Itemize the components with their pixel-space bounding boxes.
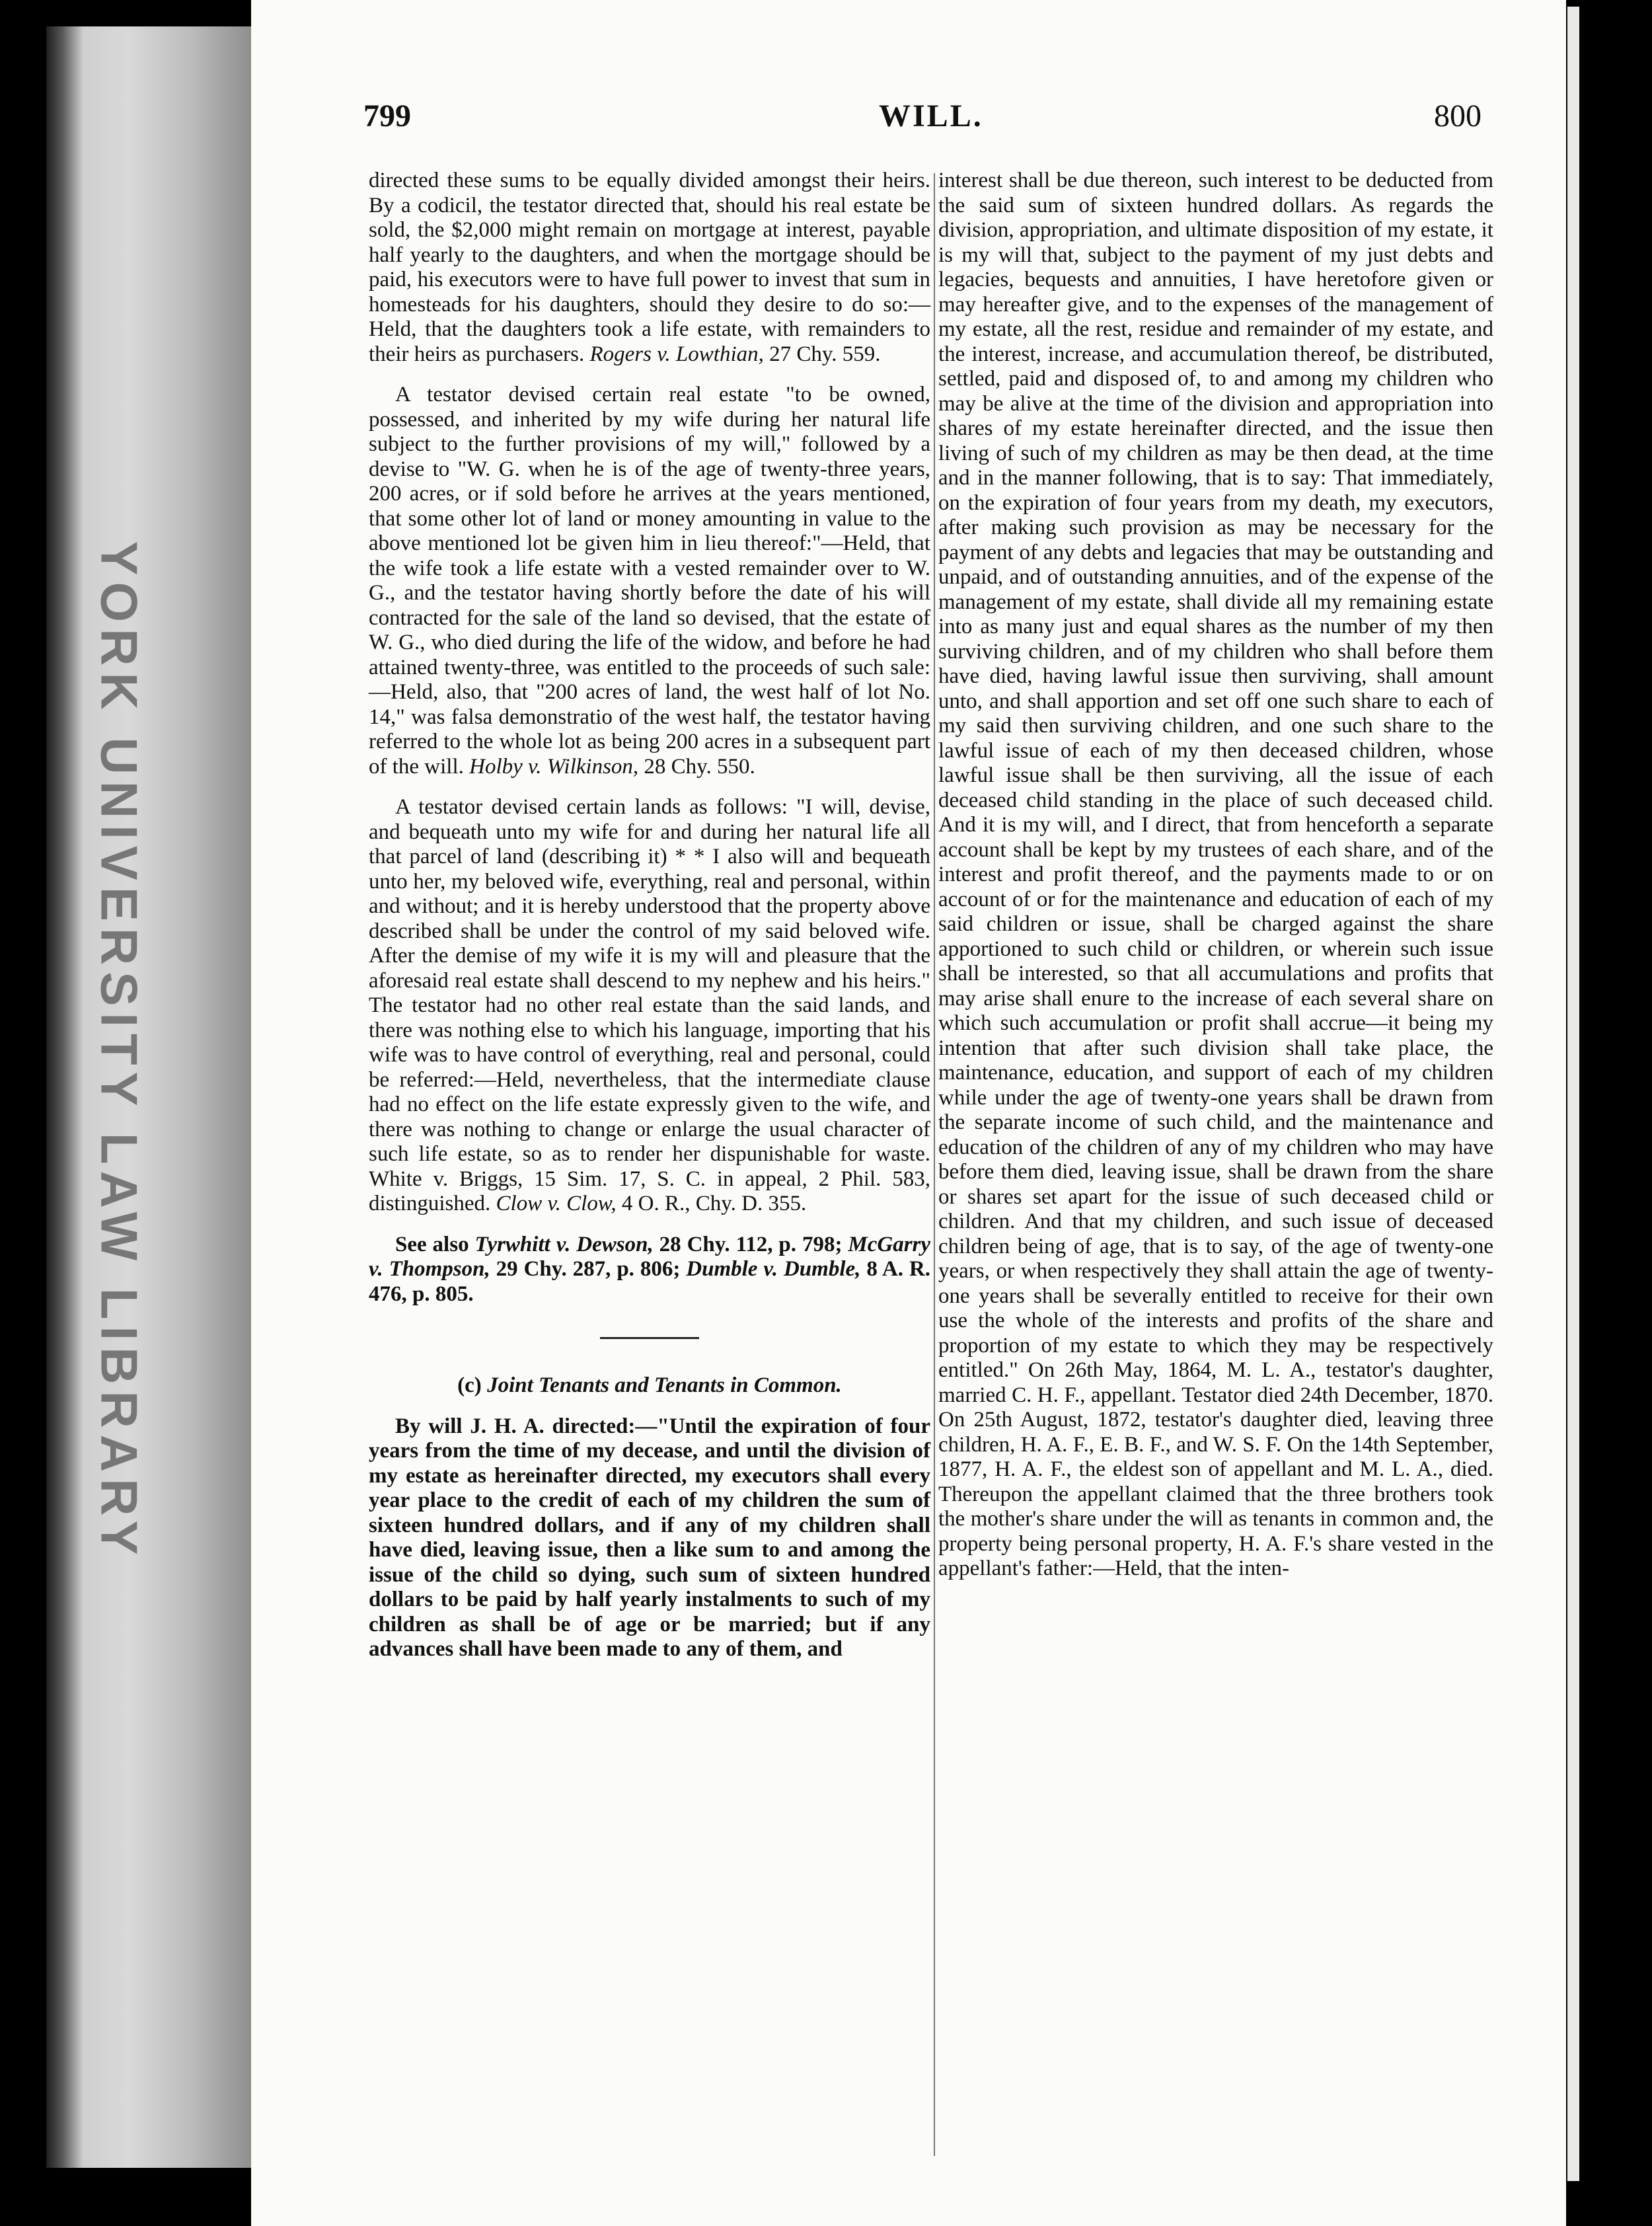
left-page-number: 799: [363, 98, 411, 134]
paragraph-rogers: directed these sums to be equally divided amongst their heirs. By a codicil, the testator directed that, should his real estate be sold, the $2,000 might remain on mortgage at interest, payable half yearly to the daughters, and when the mortgage should be paid, his executors were to have full power to invest that sum in homesteads for his daughters, should they desire to do so:—Held, that the daughters took a life estate, with remainders to their heirs as purchasers. Rogers v. Lowthian, 27 Chy. 559.: [369, 169, 930, 366]
case-name: Rogers v. Lowthian,: [589, 342, 764, 366]
section-label: (c): [457, 1373, 482, 1397]
case-name: Holby v. Wilkinson,: [469, 754, 639, 779]
case-name: McGarry v. Thompson,: [369, 1232, 931, 1281]
next-page-edge: [1567, 7, 1579, 2181]
citation: 29 Chy. 287, p. 806;: [496, 1257, 681, 1281]
citation: 4 O. R., Chy. D. 355.: [621, 1192, 807, 1215]
case-name: Dumble v. Dumble,: [686, 1257, 861, 1281]
citation: 28 Chy. 112, p. 798;: [659, 1232, 843, 1256]
case-name: Tyrwhitt v. Dewson,: [474, 1232, 654, 1256]
library-stamp-text: YORK UNIVERSITY LAW LIBRARY: [90, 540, 149, 1562]
case-name: Clow v. Clow,: [496, 1192, 617, 1215]
paragraph-holby: A testator devised certain real estate "to be owned, possessed, and inherited by my wife during her natural life subject to the further provisions of my will," followed by a devise to "W. G. when he is of the age of twenty-three years, 200 acres, or if sold before he arrives at the years mentioned, that some other lot of land or money amounting in value to the above mentioned lot be given him in lieu thereof:"—Held, that the wife took a life estate with a vested remainder over to W. G., and the testator having shortly before the date of his will contracted for the sale of the land so devised, that the estate of W. G., who died during the life of the widow, and before he had attained twenty-three, was entitled to the proceeds of such sale:—Held, also, that "200 acres of land, the west half of lot No. 14," was falsa demonstratio of the west half, the testator having referred to the whole lot as being 200 acres in a subsequent part of the will. Holby v. Wilkinson, 28 Chy. 550.: [369, 383, 930, 779]
section-heading: [369, 1373, 930, 1399]
citation: 27 Chy. 559.: [769, 342, 881, 366]
right-page-number: 800: [1434, 98, 1482, 134]
library-stamp: [83, 540, 155, 1562]
see-also: See also Tyrwhitt v. Dewson, 28 Chy. 112, p. 798; McGarry v. Thompson, 29 Chy. 287, p. 806; Dumble v. Dumble, 8 A. R. 476, p. 805.: [369, 1232, 931, 1306]
running-title: WILL.: [879, 98, 983, 134]
citation: 8 A. R. 476, p. 805.: [369, 1257, 931, 1306]
left-column: [369, 169, 930, 1662]
paragraph-will-ja: By will J. H. A. directed:—"Until the expiration of four years from the time of my decease, and until the division of my estate as hereinafter directed, my executors shall every year place to the credit of each of my children the sum of sixteen hundred dollars, and if any of my children shall have died, leaving issue, then a like sum to and among the issue of the child so dying, such sum of sixteen hundred dollars to be paid by half yearly instalments to such of my children as shall be of age or be married; but if any advances shall have been made to any of them, and: [369, 1414, 930, 1661]
column-divider: [934, 173, 935, 2156]
paragraph-will-continued: interest shall be due thereon, such interest to be deducted from the said sum of sixteen hundred dollars. As regards the division, appropriation, and ultimate disposition of my estate, it is my will that, subject to the payment of my just debts and legacies, bequests and annuities, I have heretofore given or may hereafter give, and to the expenses of the management of my estate, all the rest, residue and remainder of my estate, and the interest, increase, and accumulation thereof, be distributed, settled, paid and disposed of, to and among my children who may be alive at the time of the division and appropriation into shares of my estate hereinafter directed, and the issue then living of such of my children as may be then dead, at the time and in the manner following, that is to say: That immediately, on the expiration of four years from my death, my executors, after making such provision as may be necessary for the payment of any debts and legacies that may be outstanding and unpaid, and of outstanding annuities, and of the expense of the management of my estate, shall divide all my remaining estate into as many just and equal shares as the number of my then surviving children, and of my children who shall before them have died, having lawful issue then surviving, shall amount unto, and shall apportion and set off one such share to each of my said then surviving children, and one such share to the lawful issue of each of my then deceased children, whose lawful issue shall be then surviving, all the issue of each deceased child standing in the place of such deceased child. And it is my will, and I direct, that from henceforth a separate account shall be kept by my trustees of each share, and of the interest and profit thereof, and the payments made to or on account of or for the maintenance and education of each of my said children or issue, shall be charged against the share apportioned to such child or children, or wherein such issue shall be interested, so that all accumulations and profits that may arise shall enure to the increase of each several share on which such accumulation or profit shall accrue—it being my intention that after such division shall take place, the maintenance, education, and support of each of my children while under the age of twenty-one years shall be drawn from the separate income of such child, and the maintenance and education of the children of any of my children who may have before them died, leaving issue, shall be drawn from the share or shares set apart for the issue of such deceased child or children. And that my children, and such issue of deceased children being of age, that is to say, of the age of twenty-one years, or when respectively they shall attain the age of twenty-one years shall be severally entitled to receive for their own use the whole of the interests and profits of the share and proportion of my estate to which they may be respectively entitled." On 26th May, 1864, M. L. A., testator's daughter, married C. H. F., appellant. Testator died 24th December, 1870. On 25th August, 1872, testator's daughter died, leaving three children, H. A. F., E. B. F., and W. S. F. On the 14th September, 1877, H. A. F., the eldest son of appellant and M. L. A., died. Thereupon the appellant claimed that the three brothers took the mother's share under the will as tenants in common and, the property being personal property, H. A. F.'s share vested in the appellant's father:—Held, that the inten-: [938, 169, 1493, 1580]
section-rule: [600, 1337, 699, 1339]
paragraph-clow: A testator devised certain lands as follows: "I will, devise, and bequeath unto my wife for and during her natural life all that parcel of land (describing it) * * I also will and bequeath unto her, my beloved wife, everything, real and personal, within and without; and it is hereby understood that the property above described shall be under the control of my said beloved wife. After the demise of my wife it is my will and pleasure that the aforesaid real estate shall descend to my nephew and his heirs." The testator had no other real estate than the said lands, and there was nothing else to which his language, importing that his wife was to have control of everything, real and personal, could be referred:—Held, nevertheless, that the intermediate clause had no effect on the life estate expressly given to the wife, and there was nothing to change or enlarge the usual character of such life estate, so as to render her dispunishable for waste. White v. Briggs, 15 Sim. 17, S. C. in appeal, 2 Phil. 583, distinguished. Clow v. Clow, 4 O. R., Chy. D. 355.: [369, 795, 930, 1215]
right-column: [938, 169, 1493, 1582]
citation: 28 Chy. 550.: [644, 754, 755, 779]
section-title: Joint Tenants and Tenants in Common.: [487, 1373, 842, 1397]
